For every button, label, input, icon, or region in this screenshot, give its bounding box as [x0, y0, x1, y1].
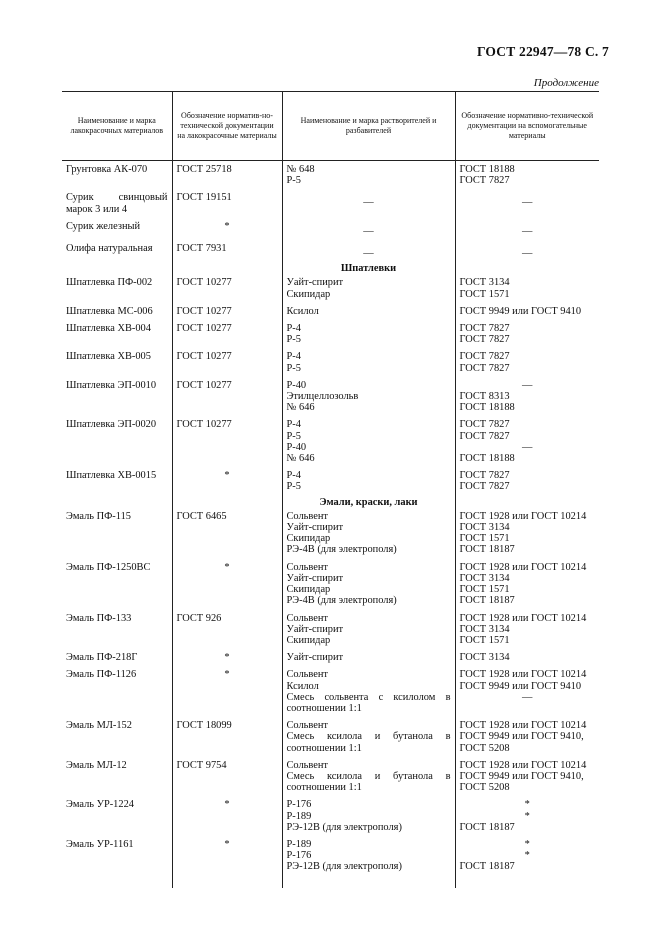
- aux-doc-entry: —: [522, 248, 533, 260]
- aux-doc-entry: ГОСТ 9949 или ГОСТ 9410, ГОСТ 5208: [459, 731, 584, 754]
- solvent-entry: Р-176: [286, 850, 312, 862]
- solvent-cell: [282, 649, 455, 666]
- aux-doc-entry: ГОСТ 8313: [459, 391, 510, 403]
- solvent-entry: № 646: [286, 402, 315, 414]
- aux-doc-entry: —: [522, 441, 533, 453]
- table-row: [62, 796, 599, 836]
- aux-doc-entry: ГОСТ 7827: [459, 323, 510, 335]
- solvent-entry: Уайт-спирит: [286, 277, 344, 289]
- material-name-cell: Шпатлевка ПФ-002: [66, 277, 153, 289]
- solvent-cell: [282, 666, 455, 717]
- table-row: [62, 320, 599, 348]
- solvent-entry: РЭ-12В (для электрополя): [286, 821, 402, 833]
- material-doc-cell: *: [172, 559, 282, 610]
- solvent-entry: Ксилол: [286, 680, 319, 692]
- aux-doc-entry: ГОСТ 7827: [459, 419, 510, 431]
- aux-doc-cell: [455, 377, 599, 417]
- material-doc-cell: ГОСТ 7931: [172, 240, 282, 262]
- column-header-aux-doc: Обозначение нормативно-технической документации на вспомогательные материалы: [455, 92, 599, 161]
- aux-doc-entry: ГОСТ 18188: [459, 402, 515, 414]
- aux-doc-cell: [455, 320, 599, 348]
- solvent-cell: [282, 218, 455, 240]
- material-name-cell: Сурик свинцовый марок 3 или 4: [66, 192, 168, 215]
- solvent-cell: [282, 467, 455, 495]
- table-row: [62, 717, 599, 757]
- aux-doc-cell: [455, 649, 599, 666]
- aux-doc-cell: [455, 416, 599, 467]
- aux-doc-entry: —: [522, 197, 533, 209]
- table-row: [62, 218, 599, 240]
- solvent-entry: Скипидар: [286, 584, 331, 596]
- material-name-cell: Шпатлевка ЭП-0010: [66, 379, 157, 391]
- aux-doc-cell: [455, 240, 599, 262]
- material-doc-cell: ГОСТ 10277: [172, 303, 282, 320]
- material-doc-cell: ГОСТ 10277: [172, 377, 282, 417]
- material-doc-cell: *: [172, 218, 282, 240]
- material-name-cell: Эмаль МЛ-152: [66, 720, 132, 732]
- section-row: [62, 262, 599, 274]
- solvent-entry: РЭ-12В (для электрополя): [286, 861, 402, 873]
- table-row: [62, 189, 599, 217]
- table-row: [62, 649, 599, 666]
- solvent-entry: Уайт-спирит: [286, 623, 344, 635]
- solvent-cell: [282, 348, 455, 376]
- table-row: [62, 416, 599, 467]
- material-name-cell: Эмаль УР-1161: [66, 838, 134, 850]
- aux-doc-entry: *: [524, 850, 530, 862]
- page-header: ГОСТ 22947—78 С. 7: [476, 44, 609, 59]
- aux-doc-cell: [455, 161, 599, 190]
- aux-doc-entry: ГОСТ 7827: [459, 351, 510, 363]
- material-name-cell: Шпатлевка ЭП-0020: [66, 419, 157, 431]
- table-end-row: [62, 876, 599, 888]
- aux-doc-entry: ГОСТ 1928 или ГОСТ 10214: [459, 669, 587, 681]
- material-name-cell: Шпатлевка МС-006: [66, 305, 153, 317]
- material-name-cell: Эмаль ПФ-1250ВС: [66, 561, 151, 573]
- table-row: [62, 559, 599, 610]
- aux-doc-entry: ГОСТ 1571: [459, 533, 510, 545]
- table-row: [62, 161, 599, 190]
- solvent-entry: Р-4: [286, 419, 301, 431]
- material-doc-cell: ГОСТ 6465: [172, 508, 282, 559]
- solvent-cell: [282, 757, 455, 797]
- solvent-entry: № 646: [286, 453, 315, 465]
- aux-doc-entry: *: [524, 799, 530, 811]
- aux-doc-entry: ГОСТ 9949 или ГОСТ 9410: [459, 305, 582, 317]
- material-name-cell: Грунтовка АК-070: [66, 164, 148, 175]
- material-name-cell: Эмаль УР-1224: [66, 799, 134, 811]
- material-doc-cell: ГОСТ 18099: [172, 717, 282, 757]
- solvent-cell: [282, 303, 455, 320]
- continuation-label: Продолжение: [533, 77, 599, 89]
- solvent-entry: Сольвент: [286, 561, 328, 573]
- solvent-entry: Сольвент: [286, 720, 328, 732]
- aux-doc-cell: [455, 303, 599, 320]
- solvent-entry: Сольвент: [286, 612, 328, 624]
- material-name-cell: Шпатлевка ХВ-0015: [66, 470, 157, 482]
- material-name-cell: Сурик железный: [66, 220, 141, 232]
- solvent-entry: Р-5: [286, 362, 301, 374]
- material-doc-cell: ГОСТ 926: [172, 610, 282, 650]
- aux-doc-entry: ГОСТ 1928 или ГОСТ 10214: [459, 510, 587, 522]
- aux-doc-entry: ГОСТ 1928 или ГОСТ 10214: [459, 759, 587, 771]
- table-header-row: [62, 92, 599, 161]
- solvent-cell: [282, 717, 455, 757]
- aux-doc-cell: [455, 666, 599, 717]
- solvent-entry: Сольвент: [286, 510, 328, 522]
- column-header-solvent: Наименование и марка растворителей и разбавителей: [282, 92, 455, 161]
- table-row: [62, 348, 599, 376]
- aux-doc-entry: ГОСТ 18187: [459, 595, 515, 607]
- section-title: Эмали, краски, лаки: [282, 496, 455, 508]
- material-doc-cell: *: [172, 796, 282, 836]
- solvent-entry: —: [363, 225, 374, 237]
- material-doc-cell: *: [172, 666, 282, 717]
- aux-doc-entry: *: [524, 810, 530, 822]
- aux-doc-entry: ГОСТ 18188: [459, 164, 515, 175]
- aux-doc-cell: [455, 836, 599, 876]
- table-body: [62, 161, 599, 888]
- aux-doc-entry: ГОСТ 1571: [459, 584, 510, 596]
- section-title: Шпатлевки: [282, 262, 455, 274]
- table-row: [62, 836, 599, 876]
- aux-doc-entry: ГОСТ 18187: [459, 861, 515, 873]
- material-doc-cell: ГОСТ 9754: [172, 757, 282, 797]
- solvent-cell: [282, 161, 455, 190]
- solvent-entry: РЭ-4В (для электрополя): [286, 595, 397, 607]
- aux-doc-entry: ГОСТ 1928 или ГОСТ 10214: [459, 612, 587, 624]
- aux-doc-entry: ГОСТ 18188: [459, 453, 515, 465]
- aux-doc-entry: ГОСТ 1928 или ГОСТ 10214: [459, 561, 587, 573]
- solvent-entry: Скипидар: [286, 533, 331, 545]
- aux-doc-entry: ГОСТ 7827: [459, 430, 510, 442]
- solvent-cell: [282, 836, 455, 876]
- solvent-cell: [282, 796, 455, 836]
- aux-doc-cell: [455, 218, 599, 240]
- solvent-entry: Сольвент: [286, 759, 328, 771]
- aux-doc-cell: [455, 610, 599, 650]
- aux-doc-entry: ГОСТ 3134: [459, 623, 510, 635]
- solvent-entry: Смесь ксилола и бутанола в соотношении 1:1: [286, 770, 451, 794]
- aux-doc-cell: [455, 757, 599, 797]
- aux-doc-entry: ГОСТ 3134: [459, 522, 510, 534]
- solvent-cell: [282, 189, 455, 217]
- column-header-material: Наименование и марка лакокрасочных материалов: [62, 92, 172, 161]
- table-row: [62, 303, 599, 320]
- solvent-entry: Р-40: [286, 379, 307, 391]
- solvent-entry: Р-189: [286, 838, 312, 850]
- material-name-cell: Эмаль ПФ-1126: [66, 669, 137, 681]
- aux-doc-cell: [455, 467, 599, 495]
- material-name-cell: Шпатлевка ХВ-005: [66, 351, 151, 363]
- material-name-cell: Эмаль МЛ-12: [66, 759, 127, 771]
- solvent-entry: Ксилол: [286, 305, 319, 317]
- solvent-entry: —: [363, 248, 374, 260]
- aux-doc-entry: ГОСТ 7827: [459, 481, 510, 493]
- material-doc-cell: ГОСТ 25718: [172, 161, 282, 190]
- aux-doc-cell: [455, 559, 599, 610]
- aux-doc-entry: ГОСТ 18187: [459, 821, 515, 833]
- solvent-entry: Уайт-спирит: [286, 522, 344, 534]
- solvent-entry: Р-4: [286, 470, 301, 482]
- solvent-cell: [282, 320, 455, 348]
- aux-doc-entry: ГОСТ 7827: [459, 334, 510, 346]
- solvent-cell: [282, 416, 455, 467]
- aux-doc-cell: [455, 717, 599, 757]
- aux-doc-entry: ГОСТ 7827: [459, 362, 510, 374]
- material-name-cell: Эмаль ПФ-218Г: [66, 652, 138, 664]
- material-doc-cell: ГОСТ 10277: [172, 320, 282, 348]
- material-doc-cell: *: [172, 836, 282, 876]
- solvent-entry: Этилцеллозольв: [286, 391, 359, 403]
- material-doc-cell: *: [172, 467, 282, 495]
- section-row: [62, 496, 599, 508]
- solvent-cell: [282, 240, 455, 262]
- aux-doc-entry: ГОСТ 3134: [459, 572, 510, 584]
- material-doc-cell: ГОСТ 10277: [172, 416, 282, 467]
- aux-doc-cell: [455, 796, 599, 836]
- solvent-entry: РЭ-4В (для электрополя): [286, 544, 397, 556]
- material-doc-cell: *: [172, 649, 282, 666]
- aux-doc-entry: —: [522, 379, 533, 391]
- material-doc-cell: ГОСТ 19151: [172, 189, 282, 217]
- aux-doc-entry: —: [522, 691, 533, 703]
- solvent-entry: Скипидар: [286, 288, 331, 300]
- material-name-cell: Олифа натуральная: [66, 243, 153, 255]
- solvent-entry: № 648: [286, 164, 315, 175]
- material-name-cell: Эмаль ПФ-133: [66, 612, 132, 624]
- table-row: [62, 467, 599, 495]
- column-header-material-doc: Обозначение норматив-но-технической документации на лакокрасочные материалы: [172, 92, 282, 161]
- table-row: [62, 240, 599, 262]
- solvent-entry: Р-40: [286, 441, 307, 453]
- solvent-entry: Р-4: [286, 351, 301, 363]
- aux-doc-entry: ГОСТ 9949 или ГОСТ 9410, ГОСТ 5208: [459, 770, 584, 794]
- solvent-entry: Смесь ксилола и бутанола в соотношении 1:1: [286, 731, 451, 754]
- solvent-entry: Уайт-спирит: [286, 572, 344, 584]
- material-doc-cell: ГОСТ 10277: [172, 348, 282, 376]
- aux-doc-entry: —: [522, 225, 533, 237]
- solvent-entry: Р-5: [286, 175, 301, 187]
- table-row: [62, 610, 599, 650]
- material-name-cell: Шпатлевка ХВ-004: [66, 323, 151, 335]
- solvent-cell: [282, 274, 455, 302]
- aux-doc-cell: [455, 274, 599, 302]
- aux-doc-cell: [455, 189, 599, 217]
- aux-doc-entry: ГОСТ 1571: [459, 634, 510, 646]
- solvent-entry: Уайт-спирит: [286, 652, 344, 664]
- solvent-cell: [282, 508, 455, 559]
- table-row: [62, 757, 599, 797]
- materials-table: [62, 91, 599, 888]
- solvent-entry: Сольвент: [286, 669, 328, 681]
- aux-doc-entry: ГОСТ 7827: [459, 470, 510, 482]
- aux-doc-entry: *: [524, 838, 530, 850]
- material-name-cell: Эмаль ПФ-115: [66, 510, 131, 522]
- solvent-entry: Р-5: [286, 430, 301, 442]
- aux-doc-cell: [455, 508, 599, 559]
- table-row: [62, 274, 599, 302]
- solvent-entry: Р-5: [286, 334, 301, 346]
- solvent-entry: Р-176: [286, 799, 312, 811]
- aux-doc-entry: ГОСТ 18187: [459, 544, 515, 556]
- solvent-cell: [282, 610, 455, 650]
- aux-doc-entry: ГОСТ 1928 или ГОСТ 10214: [459, 720, 587, 732]
- solvent-entry: Р-189: [286, 810, 312, 822]
- table-row: [62, 377, 599, 417]
- aux-doc-entry: ГОСТ 7827: [459, 175, 510, 187]
- solvent-entry: Р-4: [286, 323, 301, 335]
- table-row: [62, 508, 599, 559]
- solvent-cell: [282, 377, 455, 417]
- solvent-entry: —: [363, 197, 374, 209]
- aux-doc-entry: ГОСТ 3134: [459, 277, 510, 289]
- aux-doc-cell: [455, 348, 599, 376]
- aux-doc-entry: ГОСТ 1571: [459, 288, 510, 300]
- solvent-entry: Смесь сольвента с ксилолом в соотношении 1:1: [286, 691, 451, 714]
- aux-doc-entry: ГОСТ 3134: [459, 652, 510, 664]
- aux-doc-entry: ГОСТ 9949 или ГОСТ 9410: [459, 680, 582, 692]
- material-doc-cell: ГОСТ 10277: [172, 274, 282, 302]
- solvent-entry: Скипидар: [286, 634, 331, 646]
- table-row: [62, 666, 599, 717]
- solvent-entry: Р-5: [286, 481, 301, 493]
- solvent-cell: [282, 559, 455, 610]
